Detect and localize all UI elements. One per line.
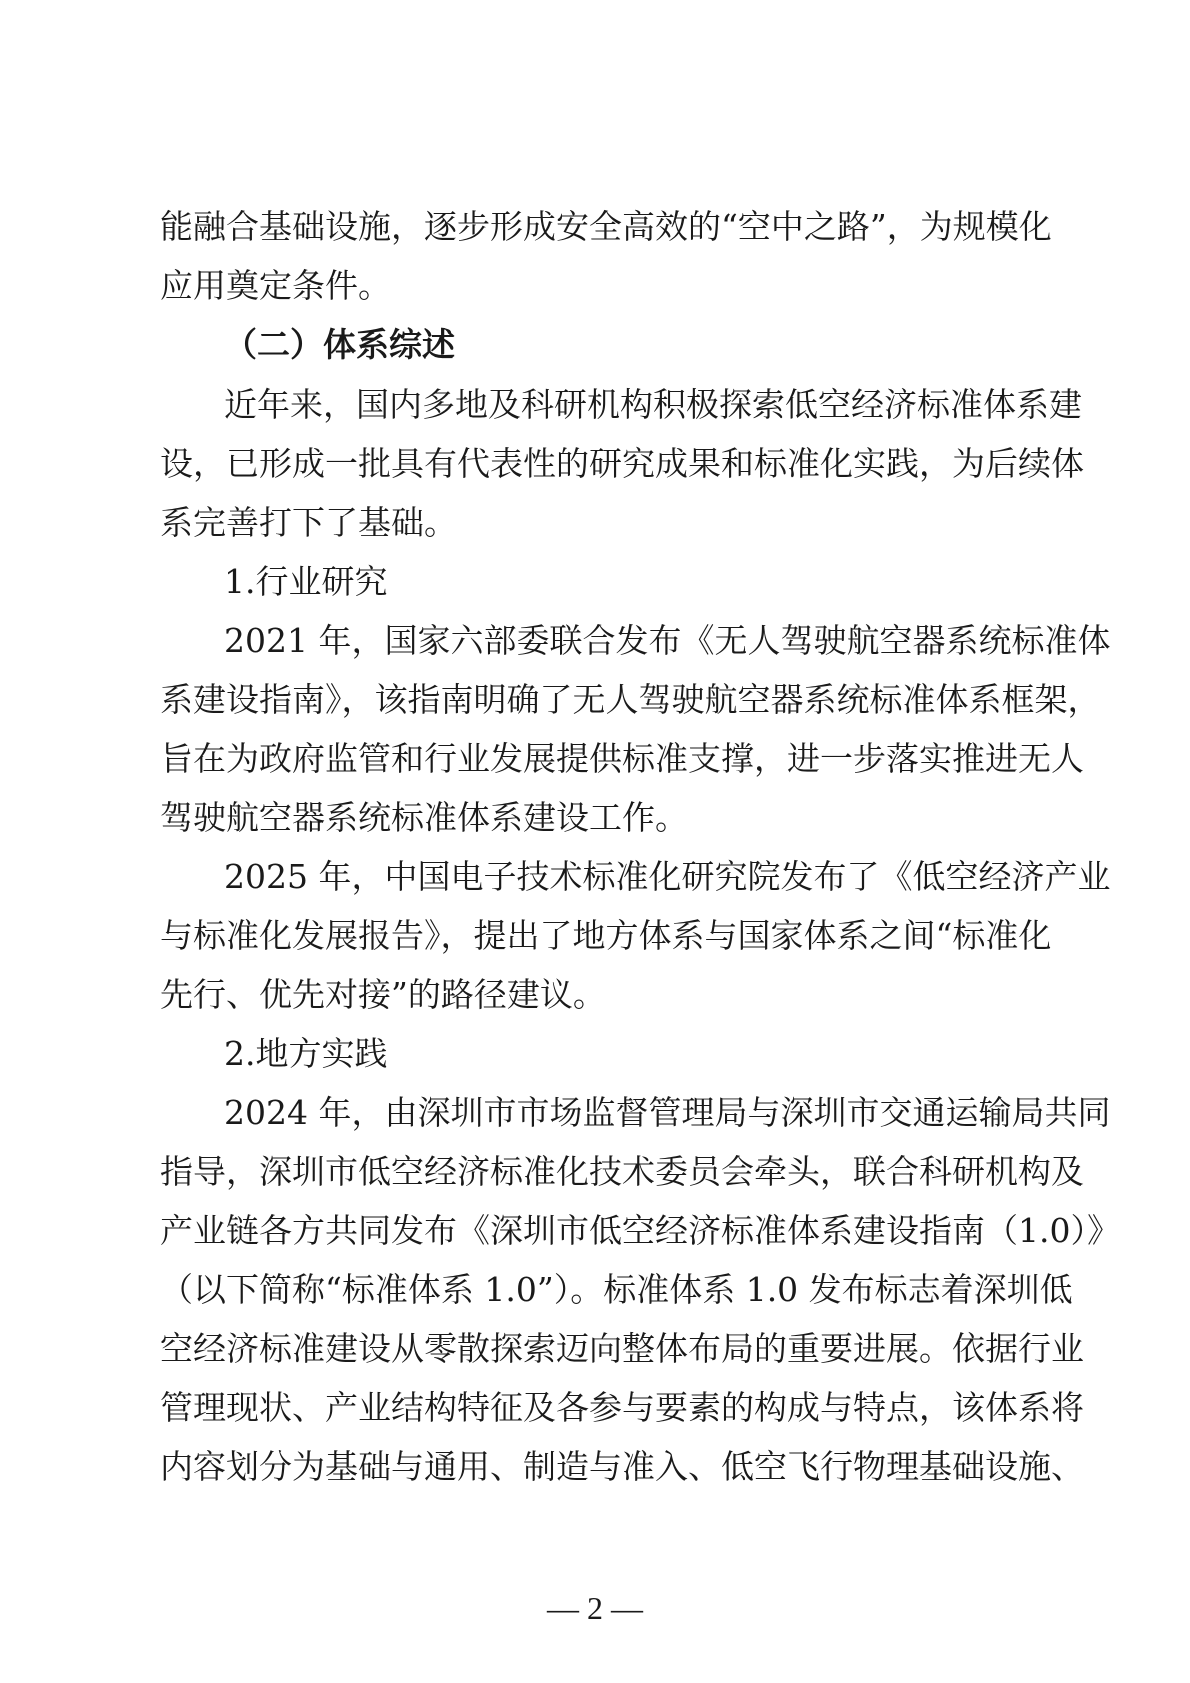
- body-text-line: 2025 年，中国电子技术标准化研究院发布了《低空经济产业: [224, 857, 1111, 896]
- body-text-line: 内容划分为基础与通用、制造与准入、低空飞行物理基础设施、: [160, 1447, 1084, 1486]
- body-text-line: 2024 年，由深圳市市场监督管理局与深圳市交通运输局共同: [224, 1093, 1111, 1132]
- body-text-line: 驾驶航空器系统标准体系建设工作。: [160, 798, 688, 837]
- subsection-heading: 2.地方实践: [224, 1034, 388, 1073]
- body-text-line: 产业链各方共同发布《深圳市低空经济标准体系建设指南（1.0）》: [160, 1211, 1120, 1250]
- body-text-line: 2021 年，国家六部委联合发布《无人驾驶航空器系统标准体: [224, 621, 1111, 660]
- body-text-line: 应用奠定条件。: [160, 266, 391, 305]
- body-text-line: 与标准化发展报告》，提出了地方体系与国家体系之间“标准化: [160, 916, 1052, 955]
- body-text-line: 系完善打下了基础。: [160, 503, 457, 542]
- body-text-line: 指导，深圳市低空经济标准化技术委员会牵头，联合科研机构及: [160, 1152, 1084, 1191]
- body-text-line: 系建设指南》，该指南明确了无人驾驶航空器系统标准体系框架，: [160, 680, 1101, 719]
- page-number: — 2 —: [547, 1590, 643, 1626]
- section-heading: （二）体系综述: [224, 325, 455, 364]
- body-text-line: （以下简称“标准体系 1.0”）。标准体系 1.0 发布标志着深圳低: [160, 1270, 1073, 1309]
- body-text-line: 管理现状、产业结构特征及各参与要素的构成与特点，该体系将: [160, 1388, 1084, 1427]
- body-text-line: 空经济标准建设从零散探索迈向整体布局的重要进展。依据行业: [160, 1329, 1084, 1368]
- subsection-heading: 1.行业研究: [224, 562, 388, 601]
- body-text-line: 旨在为政府监管和行业发展提供标准支撑，进一步落实推进无人: [160, 739, 1084, 778]
- body-text-line: 设，已形成一批具有代表性的研究成果和标准化实践，为后续体: [160, 444, 1084, 483]
- body-text-line: 先行、优先对接”的路径建议。: [160, 975, 606, 1014]
- body-text-line: 能融合基础设施，逐步形成安全高效的“空中之路”，为规模化: [160, 207, 1052, 246]
- body-text-line: 近年来，国内多地及科研机构积极探索低空经济标准体系建: [224, 385, 1082, 424]
